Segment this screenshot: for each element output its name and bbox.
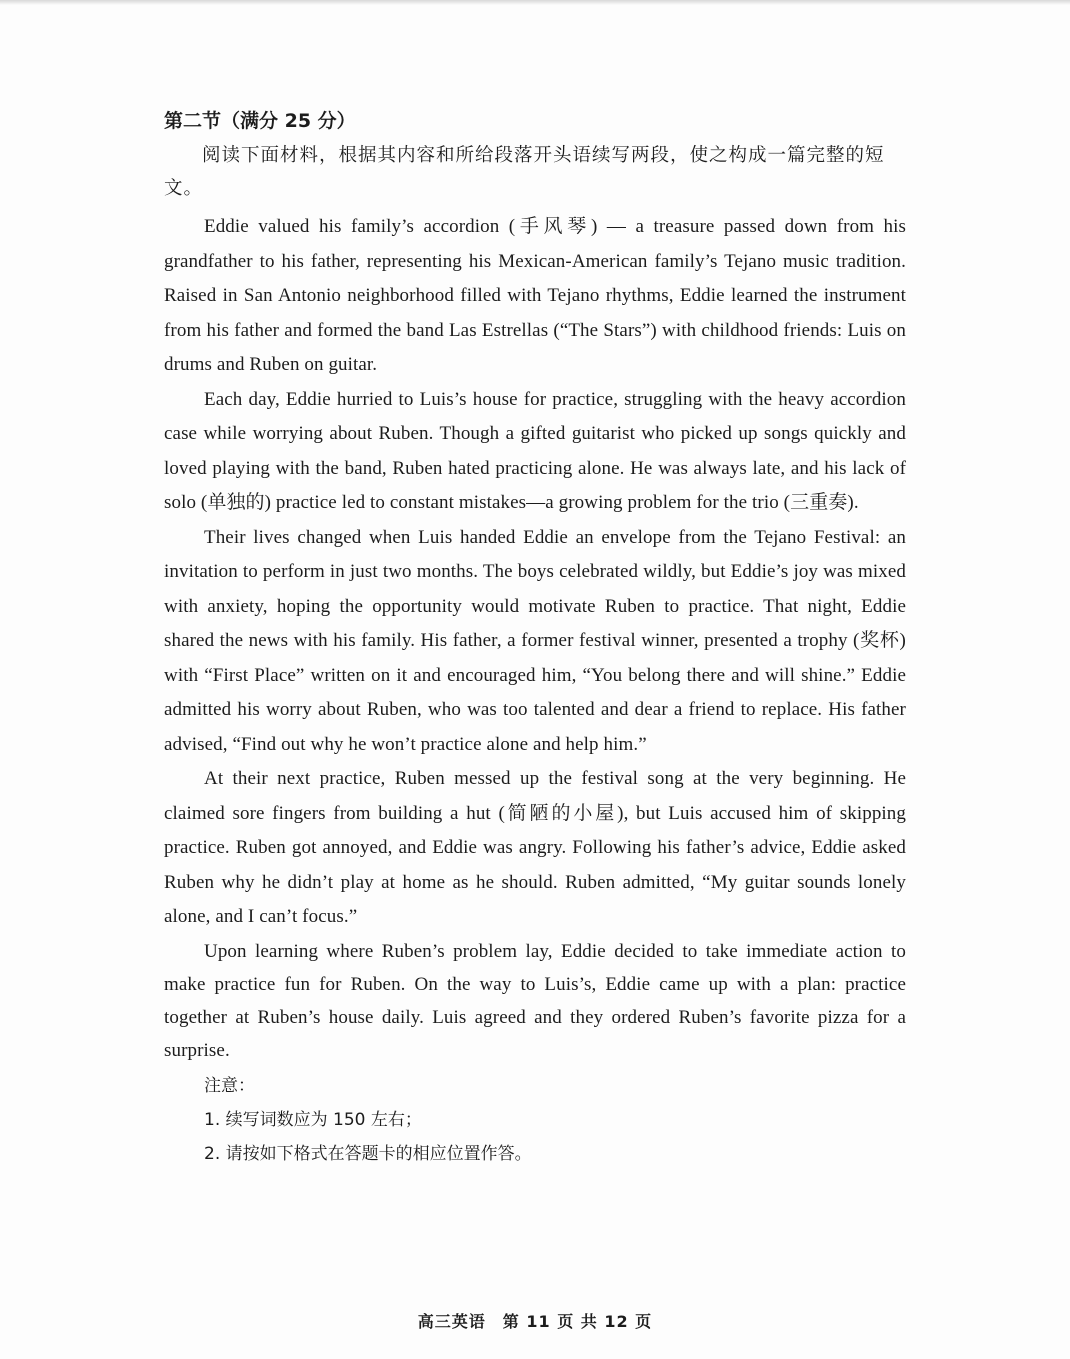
note-item-2: 2. 请按如下格式在答题卡的相应位置作答。	[204, 1143, 532, 1164]
passage-paragraph-3: Their lives changed when Luis handed Eddie an envelope from the Tejano Festival: an invitation to perform in just two months. The boys celebrated wildly, but Eddie’s joy was mixed with anxiety, hoping the opportunity would motivate Ruben to practice. That night, Eddie shared the news with his family. His father, a former festival winner, presented a trophy (奖杯) with “First Place” written on it and encouraged him, “You belong there and will shine.” Eddie admitted his worry about Ruben, who was too talented and dear a friend to replace. His father advised, “Find out why he won’t practice alone and help him.”	[164, 526, 906, 755]
passage-paragraph-1: Eddie valued his family’s accordion (手风琴) — a treasure passed down from his grandfather to his father, representing his Mexican-American family’s Tejano music tradition. Raised in San Antonio neighborhood filled with Tejano rhythms, Eddie learned the instrument from his father and formed the band Las Estrellas (“The Stars”) with childhood friends: Luis on drums and Ruben on guitar.	[164, 216, 906, 375]
scan-edge	[0, 0, 1070, 5]
notes	[164, 1069, 906, 1171]
passage	[164, 210, 906, 1067]
passage-paragraph-5: Upon learning where Ruben’s problem lay, Eddie decided to take immediate action to make practice fun for Ruben. On the way to Luis’s, Eddie came up with a plan: practice together at Ruben’s house daily. Luis agreed and they ordered Ruben’s favorite pizza for a surprise.	[164, 940, 906, 1061]
passage-paragraph-2: Each day, Eddie hurried to Luis’s house for practice, struggling with the heavy accordion case while worrying about Ruben. Though a gifted guitarist who picked up songs quickly and loved playing with the band, Ruben hated practicing alone. He was always late, and his lack of solo (单独的) practice led to constant mistakes—a growing problem for the trio (三重奏).	[164, 388, 906, 513]
page-footer: 高三英语 第 11 页 共 12 页	[417, 1312, 653, 1331]
section-title: 第二节（满分 25 分）	[164, 110, 356, 132]
passage-paragraph-4: At their next practice, Ruben messed up the festival song at the very beginning. He claimed sore fingers from building a hut (简陋的小屋), but Luis accused him of skipping practice. Ruben got annoyed, and Eddie was angry. Following his father’s advice, Eddie asked Ruben why he didn’t play at home as he should. Ruben admitted, “My guitar sounds lonely alone, and I can’t focus.”	[164, 768, 906, 927]
content-area	[164, 103, 906, 1171]
note-item-1: 1. 续写词数应为 150 左右；	[204, 1109, 422, 1130]
notes-title: 注意：	[204, 1075, 255, 1096]
instructions: 阅读下面材料，根据其内容和所给段落开头语续写两段，使之构成一篇完整的短文。	[164, 145, 885, 199]
